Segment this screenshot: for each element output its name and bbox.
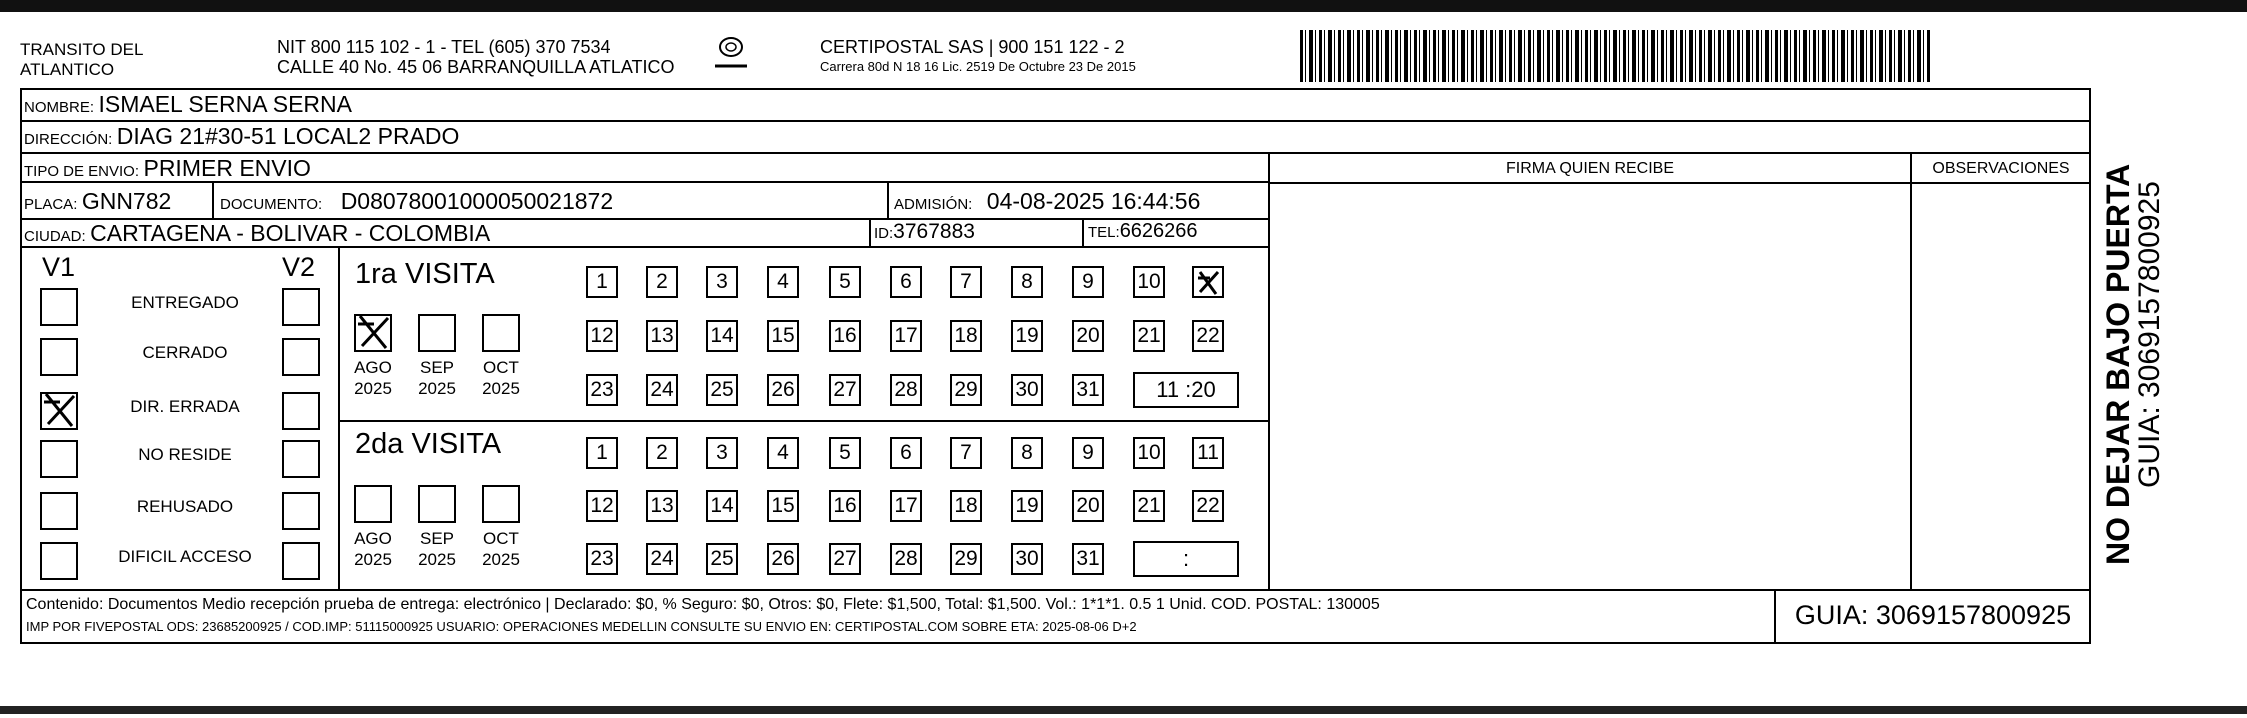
day-box[interactable]: 14 [706, 490, 738, 522]
v1-checkbox[interactable] [40, 440, 78, 478]
admision-label: ADMISIÓN: [894, 196, 973, 213]
day-box[interactable]: 28 [890, 374, 922, 406]
day-box[interactable]: 18 [950, 320, 982, 352]
month-label [412, 528, 462, 570]
day-box[interactable]: 20 [1072, 490, 1104, 522]
day-box[interactable]: 16 [829, 490, 861, 522]
day-box[interactable]: 14 [706, 320, 738, 352]
day-box[interactable]: 22 [1192, 490, 1224, 522]
status-label: DIR. ERRADA [130, 397, 240, 416]
bottom-border [0, 706, 2247, 714]
company-line: CERTIPOSTAL SAS | 900 151 122 - 2 [820, 37, 1125, 57]
org-contact [277, 37, 675, 77]
status-label: DIFICIL ACCESO [118, 547, 252, 566]
row-divider [20, 589, 2091, 591]
day-box[interactable]: 9 [1072, 266, 1104, 298]
day-box[interactable]: 24 [646, 543, 678, 575]
month-checkbox[interactable] [354, 485, 392, 523]
month-name: AGO [354, 529, 392, 548]
day-box[interactable]: 3 [706, 437, 738, 469]
day-box[interactable]: 20 [1072, 320, 1104, 352]
v1-header: V1 [42, 252, 76, 282]
row-divider [20, 152, 2091, 154]
day-box[interactable]: 5 [829, 266, 861, 298]
nombre-value: ISMAEL SERNA SERNA [98, 91, 352, 117]
day-box[interactable]: 17 [890, 490, 922, 522]
v1-checkbox[interactable] [40, 338, 78, 376]
ciudad-label: CIUDAD: [24, 228, 86, 245]
nombre-row [24, 91, 352, 118]
status-label: REHUSADO [136, 497, 234, 516]
day-box[interactable]: 8 [1011, 437, 1043, 469]
month-name: OCT [483, 529, 519, 548]
v1-checkbox[interactable] [40, 542, 78, 580]
month-checkbox[interactable] [482, 314, 520, 352]
tel-label: TEL: [1088, 224, 1120, 241]
day-box[interactable]: 30 [1011, 543, 1043, 575]
col-divider [338, 246, 340, 589]
direccion-value: DIAG 21#30-51 LOCAL2 PRADO [116, 123, 460, 149]
direccion-label: DIRECCIÓN: [24, 131, 113, 148]
day-box[interactable]: 4 [767, 437, 799, 469]
month-year: 2025 [418, 550, 456, 569]
placa-field [24, 188, 171, 215]
documento-label: DOCUMENTO: [220, 196, 323, 213]
side-guia: GUIA: 3069157800925 [2133, 181, 2166, 488]
day-box[interactable]: 5 [829, 437, 861, 469]
day-box[interactable]: 6 [890, 266, 922, 298]
certipostal-logo-icon [713, 36, 749, 72]
day-box[interactable]: 7 [950, 266, 982, 298]
month-checkbox[interactable] [354, 314, 392, 352]
month-label [348, 528, 398, 570]
month-year: 2025 [482, 550, 520, 569]
day-box[interactable]: 15 [767, 490, 799, 522]
placa-value: GNN782 [81, 188, 172, 214]
status-label: ENTREGADO [131, 293, 239, 312]
second-visit-title: 2da VISITA [355, 428, 502, 460]
placa-label: PLACA: [24, 196, 78, 213]
top-border [0, 0, 2247, 12]
day-box[interactable]: 17 [890, 320, 922, 352]
ciudad-field [24, 220, 490, 247]
first-visit-title: 1ra VISITA [355, 258, 495, 290]
admision-value: 04-08-2025 16:44:56 [986, 188, 1201, 214]
day-box[interactable]: 31 [1072, 374, 1104, 406]
month-checkbox[interactable] [418, 314, 456, 352]
day-box[interactable]: 7 [950, 437, 982, 469]
month-year: 2025 [482, 379, 520, 398]
tipo-value: PRIMER ENVIO [143, 155, 311, 181]
month-label [348, 357, 398, 399]
day-box[interactable]: 24 [646, 374, 678, 406]
observaciones-header: OBSERVACIONES [1932, 160, 2070, 177]
footer-content-line: Contenido: Documentos Medio recepción prueba de entrega: electrónico | Declarado: $0, % Seguro: $0, Otros: $0, Flete: $1,500, Total: $1,500. Vol.: 1*1*1. 0.5 1 Unid. COD. POSTAL: 130005 [26, 596, 1380, 613]
nit-line: NIT 800 115 102 - 1 - TEL (605) 370 7534 [277, 37, 611, 57]
v1-checkbox[interactable] [40, 288, 78, 326]
day-box[interactable]: 26 [767, 374, 799, 406]
v1-checkbox[interactable] [40, 392, 78, 430]
id-label: ID: [874, 225, 894, 242]
status-label: NO RESIDE [138, 445, 232, 464]
firma-header: FIRMA QUIEN RECIBE [1505, 160, 1675, 177]
col-divider [212, 182, 214, 218]
time-box[interactable]: : [1133, 541, 1239, 577]
day-box[interactable]: 21 [1133, 490, 1165, 522]
day-box[interactable]: 27 [829, 543, 861, 575]
org-line-1: TRANSITO DEL [20, 40, 144, 59]
row-divider [20, 120, 2091, 122]
footer-guia: GUIA: 3069157800925 [1794, 600, 2072, 630]
day-box[interactable]: 6 [890, 437, 922, 469]
documento-value: D08078001000050021872 [340, 188, 614, 214]
day-box[interactable]: 19 [1011, 490, 1043, 522]
day-box[interactable]: 8 [1011, 266, 1043, 298]
v2-checkbox[interactable] [282, 492, 320, 530]
col-divider [869, 218, 871, 246]
x-mark-icon [38, 388, 82, 432]
tipo-label: TIPO DE ENVIO: [24, 163, 140, 180]
footer-print-line: IMP POR FIVEPOSTAL ODS: 23685200925 / COD.IMP: 51115000925 USUARIO: OPERACIONES MEDELLIN CONSULTE SU ENVIO EN: CERTIPOSTAL.COM SOBRE ETA: 2025-08-06 D+2 [26, 619, 1137, 634]
day-box[interactable]: 16 [829, 320, 861, 352]
org-line-2: ATLANTICO [20, 60, 115, 79]
day-box[interactable]: 3 [706, 266, 738, 298]
id-value: 3767883 [893, 220, 975, 243]
day-box[interactable]: 29 [950, 543, 982, 575]
day-box[interactable]: 23 [586, 543, 618, 575]
month-name: OCT [483, 358, 519, 377]
day-box[interactable]: 10 [1133, 266, 1165, 298]
id-field [874, 220, 975, 244]
tel-value: 6626266 [1119, 220, 1198, 242]
month-label [476, 357, 526, 399]
month-checkbox[interactable] [482, 485, 520, 523]
day-box[interactable] [1192, 266, 1224, 298]
day-box[interactable]: 1 [586, 266, 618, 298]
month-label [412, 357, 462, 399]
company-info [820, 37, 1136, 77]
month-checkbox[interactable] [418, 485, 456, 523]
v2-checkbox[interactable] [282, 288, 320, 326]
tipo-row [24, 155, 311, 182]
status-label: CERRADO [142, 343, 228, 362]
day-box[interactable]: 21 [1133, 320, 1165, 352]
day-box[interactable]: 23 [586, 374, 618, 406]
day-box[interactable]: 13 [646, 320, 678, 352]
admision-field [894, 188, 1200, 215]
month-year: 2025 [418, 379, 456, 398]
month-year: 2025 [354, 550, 392, 569]
day-box[interactable]: 28 [890, 543, 922, 575]
day-box[interactable]: 4 [767, 266, 799, 298]
org-name [20, 40, 143, 80]
col-divider [887, 182, 889, 218]
time-box[interactable]: 11 :20 [1133, 372, 1239, 408]
day-box[interactable]: 19 [1011, 320, 1043, 352]
month-name: SEP [419, 358, 455, 377]
v2-checkbox[interactable] [282, 338, 320, 376]
barcode [1300, 30, 1932, 82]
side-warning: NO DEJAR BAJO PUERTA [2100, 163, 2136, 565]
day-box[interactable]: 1 [586, 437, 618, 469]
signature-area[interactable] [1270, 184, 1910, 588]
day-box[interactable]: 25 [706, 543, 738, 575]
day-box[interactable]: 10 [1133, 437, 1165, 469]
day-box[interactable]: 2 [646, 437, 678, 469]
day-box[interactable]: 18 [950, 490, 982, 522]
month-label [476, 528, 526, 570]
observations-area[interactable] [1912, 184, 2090, 588]
day-box[interactable]: 30 [1011, 374, 1043, 406]
day-box[interactable]: 22 [1192, 320, 1224, 352]
documento-field [220, 188, 613, 215]
day-box[interactable]: 2 [646, 266, 678, 298]
v2-checkbox[interactable] [282, 440, 320, 478]
col-divider [1082, 218, 1084, 246]
day-box[interactable]: 13 [646, 490, 678, 522]
day-box[interactable]: 31 [1072, 543, 1104, 575]
address-line: CALLE 40 No. 45 06 BARRANQUILLA ATLATICO [277, 57, 675, 77]
month-year: 2025 [354, 379, 392, 398]
month-name: SEP [419, 529, 455, 548]
day-box[interactable]: 15 [767, 320, 799, 352]
row-divider [338, 420, 1268, 422]
v2-checkbox[interactable] [282, 542, 320, 580]
nombre-label: NOMBRE: [24, 99, 95, 116]
day-box[interactable]: 29 [950, 374, 982, 406]
x-mark-icon [1194, 268, 1222, 296]
v1-checkbox[interactable] [40, 492, 78, 530]
day-box[interactable]: 27 [829, 374, 861, 406]
day-box[interactable]: 12 [586, 320, 618, 352]
month-name: AGO [354, 358, 392, 377]
day-box[interactable]: 11 [1192, 437, 1224, 469]
v2-checkbox[interactable] [282, 392, 320, 430]
day-box[interactable]: 12 [586, 490, 618, 522]
day-box[interactable]: 26 [767, 543, 799, 575]
direccion-row [24, 123, 459, 150]
day-box[interactable]: 25 [706, 374, 738, 406]
ciudad-value: CARTAGENA - BOLIVAR - COLOMBIA [90, 220, 491, 246]
v2-header: V2 [282, 252, 316, 282]
day-box[interactable]: 9 [1072, 437, 1104, 469]
license-line: Carrera 80d N 18 16 Lic. 2519 De Octubre 23 De 2015 [820, 59, 1136, 74]
tel-field [1088, 220, 1198, 243]
